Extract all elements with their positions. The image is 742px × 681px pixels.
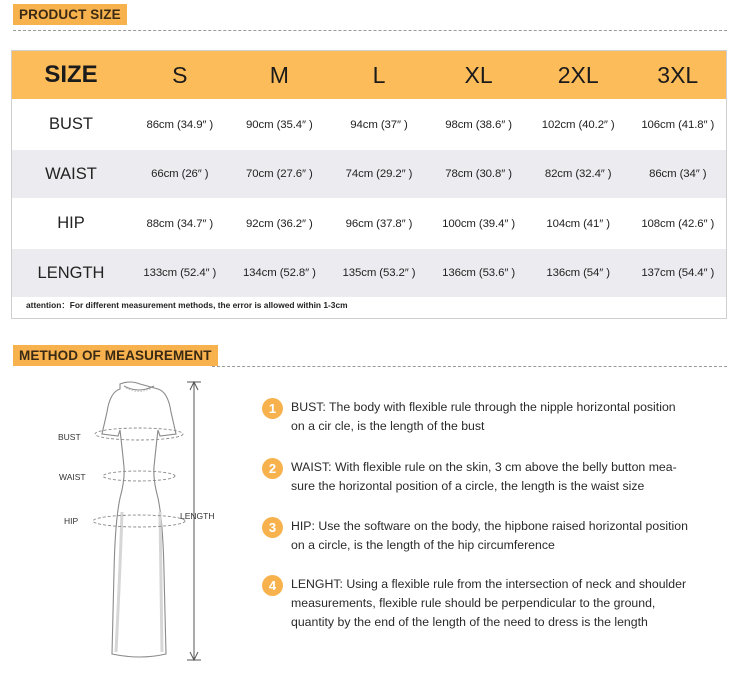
section-divider <box>13 30 727 31</box>
figure-label-waist: WAIST <box>59 472 86 482</box>
table-cell: 90cm (35.4″ ) <box>246 118 313 131</box>
table-row-waist <box>12 150 726 198</box>
step-number: 2 <box>262 458 283 479</box>
size-header-label: SIZE <box>44 61 98 88</box>
method-title: METHOD OF MEASUREMENT <box>13 345 218 366</box>
row-label: BUST <box>48 115 93 133</box>
size-m: M <box>269 61 289 88</box>
step-number: 1 <box>262 398 283 419</box>
table-row-bust <box>12 99 726 150</box>
table-cell: 137cm (54.4″ ) <box>641 267 715 279</box>
step-number: 3 <box>262 517 283 538</box>
table-cell: 96cm (37.8″ ) <box>345 217 413 230</box>
figure-label-length: LENGTH <box>180 511 215 521</box>
method-text: WAIST: With flexible rule on the skin, 3 cm above the belly button mea- sure the horizontal position of a circle, the length is the waist size <box>291 460 677 493</box>
size-l: L <box>372 61 386 88</box>
size-2xl: 2XL <box>557 61 599 88</box>
table-cell: 86cm (34″ ) <box>649 168 707 180</box>
table-cell: 74cm (29.2″ ) <box>345 168 413 180</box>
size-table <box>11 50 727 319</box>
table-cell: 66cm (26″ ) <box>151 168 209 180</box>
row-label: LENGTH <box>37 263 105 282</box>
table-cell: 94cm (37″ ) <box>350 118 408 131</box>
dress-figure <box>50 372 230 672</box>
product-size-title: PRODUCT SIZE <box>13 4 127 25</box>
figure-label-bust: BUST <box>58 432 81 442</box>
table-cell: 92cm (36.2″ ) <box>246 217 313 230</box>
size-header-row <box>12 51 726 99</box>
size-s: S <box>172 61 188 88</box>
table-cell: 133cm (52.4″ ) <box>143 267 217 279</box>
table-cell: 88cm (34.7″ ) <box>146 217 214 230</box>
table-cell: 86cm (34.9″ ) <box>146 118 214 131</box>
table-cell: 100cm (39.4″ ) <box>442 217 516 230</box>
table-row-length <box>12 249 726 297</box>
figure-label-hip: HIP <box>64 516 79 526</box>
table-cell: 70cm (27.6″ ) <box>246 168 313 180</box>
table-cell: 135cm (53.2″ ) <box>342 267 416 279</box>
method-text: HIP: Use the software on the body, the hipbone raised horizontal position on a circle, is the length of the hip circumference <box>291 519 688 552</box>
method-text: BUST: The body with flexible rule through the nipple horizontal position on a cir cle, is the length of the bust <box>291 400 676 433</box>
section-divider <box>212 366 727 367</box>
size-3xl: 3XL <box>657 61 699 88</box>
attention-note: attention：For different measurement methods, the error is allowed within 1-3cm <box>26 300 348 310</box>
row-label: WAIST <box>45 164 97 183</box>
table-cell: 78cm (30.8″ ) <box>445 168 512 180</box>
table-cell: 108cm (42.6″ ) <box>641 217 715 230</box>
table-cell: 104cm (41″ ) <box>546 217 610 230</box>
table-cell: 98cm (38.6″ ) <box>445 118 512 131</box>
table-cell: 82cm (32.4″ ) <box>544 168 612 180</box>
table-cell: 136cm (54″ ) <box>546 267 610 279</box>
size-xl: XL <box>464 61 493 88</box>
row-label: HIP <box>57 214 85 232</box>
table-cell: 134cm (52.8″ ) <box>242 267 316 279</box>
table-cell: 106cm (41.8″ ) <box>641 118 715 131</box>
table-row-hip <box>12 198 726 249</box>
method-text: LENGHT: Using a flexible rule from the intersection of neck and shoulder measurements, flexible rule should be perpendicular to the ground, quantity by the end of the length of the need to dress is the length <box>291 577 687 629</box>
table-cell: 102cm (40.2″ ) <box>541 118 615 131</box>
table-cell: 136cm (53.6″ ) <box>442 267 516 279</box>
step-number: 4 <box>262 575 283 596</box>
